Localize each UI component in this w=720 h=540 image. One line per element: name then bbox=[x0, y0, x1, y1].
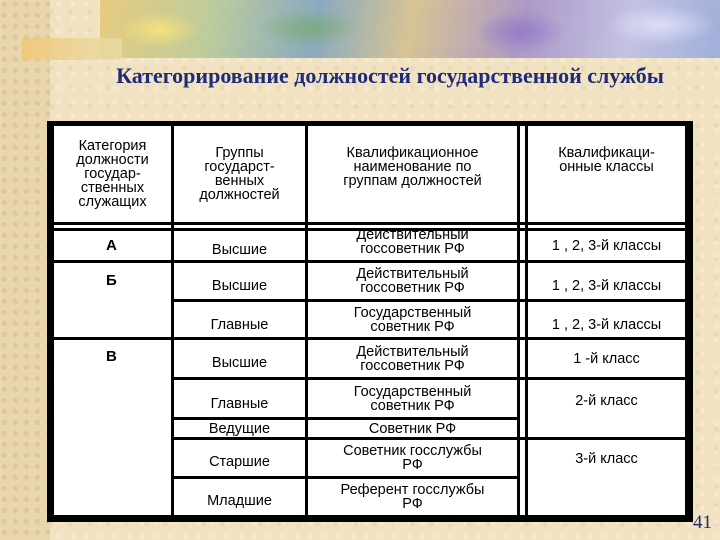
group-cell: Ведущие bbox=[208, 420, 271, 437]
group-cell: Главные bbox=[210, 395, 269, 412]
header-category: Категория должности государ- ственных служащих bbox=[76, 138, 149, 210]
qualification-name-cell: Действительный госсоветник РФ bbox=[356, 227, 469, 257]
qualification-name-cell: Советник госслужбы РФ bbox=[343, 443, 482, 473]
category-cell: Б bbox=[106, 272, 117, 289]
header-qualification-classes: Квалификаци- онные классы bbox=[558, 145, 655, 175]
group-cell: Младшие bbox=[207, 493, 272, 509]
table-body bbox=[54, 126, 685, 515]
qualification-classes-cell: 1 , 2, 3-й классы bbox=[551, 237, 662, 254]
qualification-classes-cell: 1 -й класс bbox=[573, 350, 640, 367]
group-cell: Высшие bbox=[211, 241, 268, 258]
header-qualification-name: Квалификационное наименование по группам должностей bbox=[343, 145, 482, 189]
page-number: 41 bbox=[693, 512, 712, 533]
qualification-classes-cell: 1 , 2, 3-й классы bbox=[551, 278, 662, 294]
column-divider bbox=[517, 126, 520, 515]
header-decorative-image bbox=[100, 0, 720, 58]
qualification-name-cell: Действительный госсоветник РФ bbox=[356, 266, 469, 296]
slide-title: Категорирование должностей государственной службы bbox=[116, 63, 664, 88]
header-decorative-image-small bbox=[22, 38, 122, 60]
group-cell: Старшие bbox=[209, 454, 270, 470]
qualification-name-cell: Государственный советник РФ bbox=[353, 383, 472, 414]
category-cell: В bbox=[106, 348, 117, 365]
qualification-name-cell: Референт госслужбы РФ bbox=[340, 482, 485, 512]
group-cell: Высшие bbox=[211, 278, 268, 294]
group-cell: Главные bbox=[210, 316, 269, 333]
qualification-classes-cell: 3-й класс bbox=[575, 451, 638, 467]
qualification-name-cell: Государственный советник РФ bbox=[353, 304, 472, 335]
qualification-name-cell: Советник РФ bbox=[368, 420, 457, 437]
qualification-name-cell: Действительный госсоветник РФ bbox=[356, 343, 469, 374]
left-decorative-strip bbox=[0, 0, 50, 540]
group-cell: Высшие bbox=[211, 354, 268, 371]
category-cell: А bbox=[106, 236, 117, 254]
classification-table bbox=[47, 121, 693, 522]
header-groups: Группы государст- венных должностей bbox=[199, 145, 280, 203]
qualification-classes-cell: 1 , 2, 3-й классы bbox=[551, 316, 662, 333]
qualification-classes-cell: 2-й класс bbox=[575, 393, 638, 409]
